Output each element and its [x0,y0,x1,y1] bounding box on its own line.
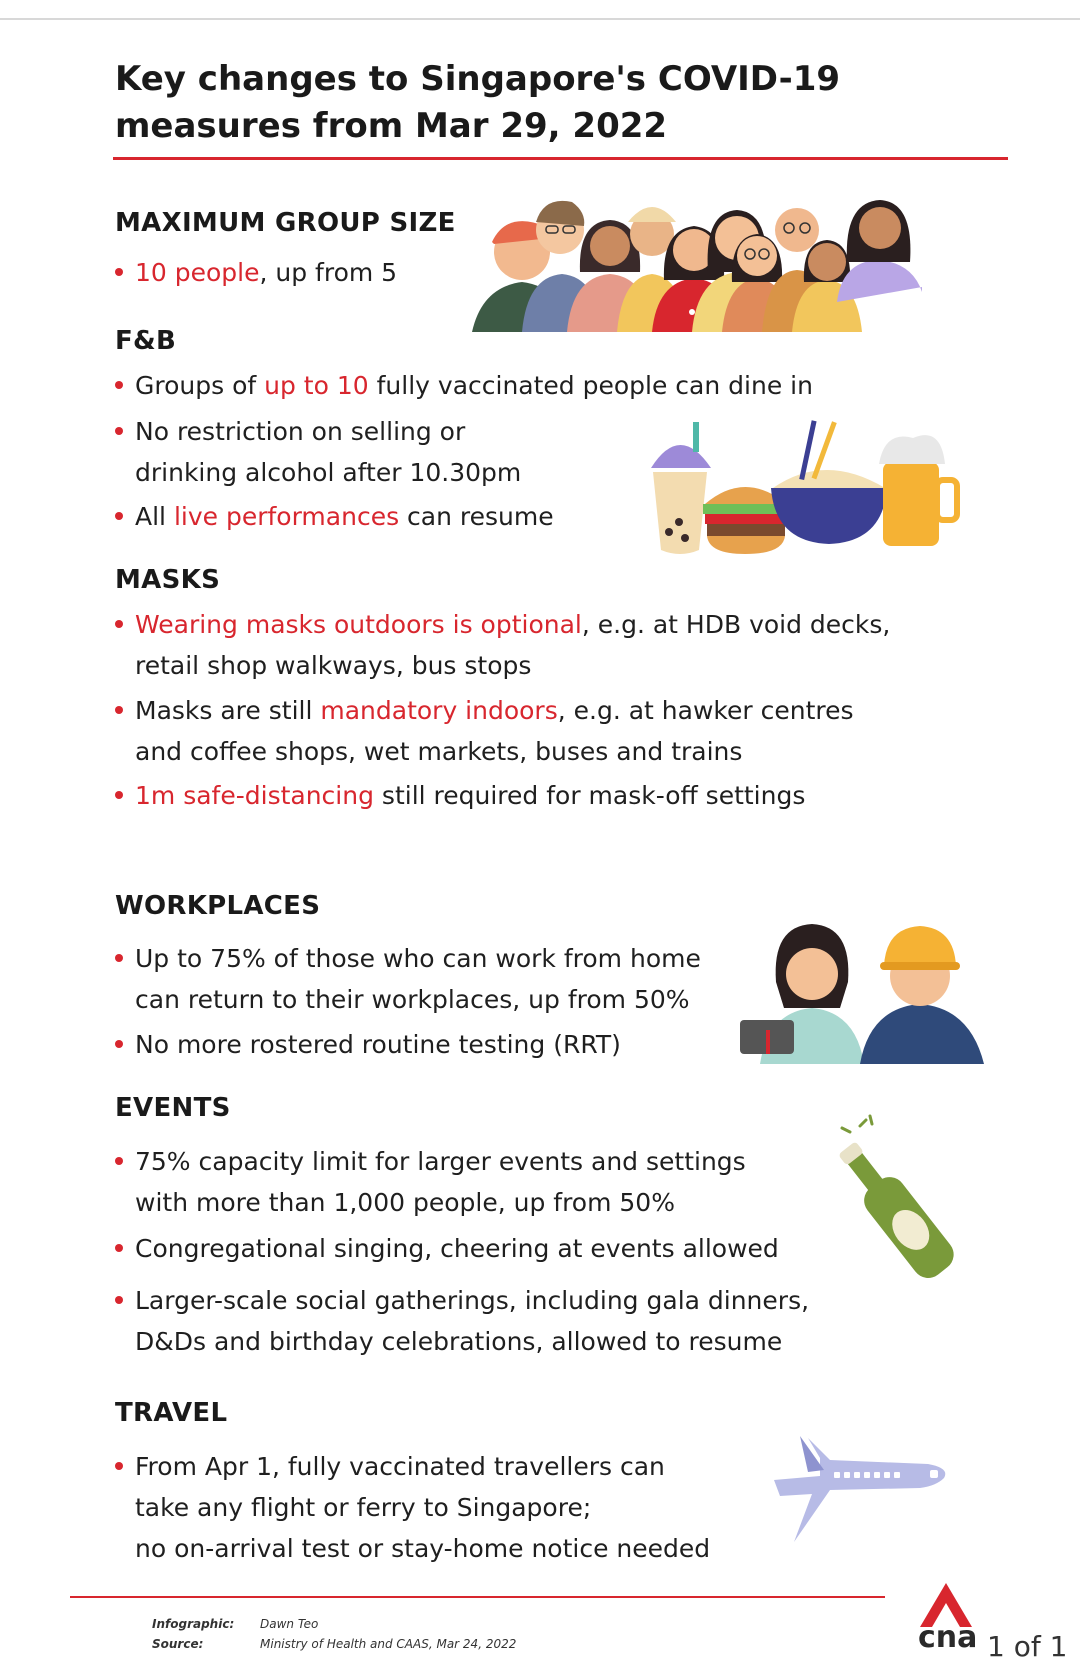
highlight-text: mandatory indoors [320,696,558,725]
bullet-text: Up to 75% of those who can work from home [135,944,701,973]
bullet-text: No restriction on selling or [135,417,466,446]
airplane-icon [774,1436,945,1542]
bullet-text: , up from 5 [259,258,398,287]
bullet-text: with more than 1,000 people, up from 50% [135,1188,675,1217]
page-title: Key changes to Singapore's COVID-19 measures from Mar 29, 2022 [115,59,841,146]
heading-group-size: MAXIMUM GROUP SIZE [115,208,456,238]
source-label: Source: [152,1637,204,1651]
workers-illustration [740,912,990,1064]
bullet-text: and coffee shops, wet markets, buses and trains [135,737,743,766]
bullet-text: still required for mask-off settings [373,781,806,810]
infographic-credit: Dawn Teo [260,1617,319,1631]
highlight-text: live performances [173,502,400,531]
bullet-text: , e.g. at HDB void decks, [581,610,891,639]
highlight-text: 1m safe-distancing [135,781,374,810]
construction-worker-icon [860,926,984,1064]
bullet-fnb-2 [113,411,521,493]
bullet-fnb-3 [113,496,554,537]
bullet-text: drinking alcohol after 10.30pm [135,458,522,487]
bullet-text: Congregational singing, cheering at events allowed [135,1234,779,1263]
bullet-work-2 [113,1024,621,1065]
bullet-text: D&Ds and birthday celebrations, allowed to resume [135,1327,783,1356]
food-illustration [645,422,975,562]
page-counter: 1 of 1 [987,1630,1068,1663]
title-divider [113,157,1008,160]
bubble-tea-icon [651,422,711,554]
champagne-bottle-icon [829,1116,960,1284]
bullet-text: no on-arrival test or stay-home notice needed [135,1534,711,1563]
bullet-text: can return to their workplaces, up from 50% [135,985,690,1014]
bullet-text: fully vaccinated people can dine in [368,371,813,400]
cna-logo-text: cna [918,1620,978,1655]
heading-events: EVENTS [115,1093,231,1123]
bullet-text: can resume [399,502,554,531]
bullet-text: All [135,502,174,531]
heading-fnb: F&B [115,326,177,356]
bullet-text: take any flight or ferry to Singapore; [135,1493,592,1522]
bullet-travel-1 [113,1446,710,1569]
bullet-text: From Apr 1, fully vaccinated travellers can [135,1452,665,1481]
source-credit: Ministry of Health and CAAS, Mar 24, 2022 [260,1637,517,1651]
office-worker-icon [740,924,864,1064]
bullet-group-size [113,252,397,293]
bullet-work-1 [113,938,701,1020]
bullet-text: Larger-scale social gatherings, including gala dinners, [135,1286,810,1315]
highlight-text: up to 10 [264,371,369,400]
bullet-text: Groups of [135,371,265,400]
highlight-text: 10 people [135,258,260,287]
footer-divider [70,1596,885,1598]
beer-icon [879,435,957,546]
bullet-text: No more rostered routine testing (RRT) [135,1030,621,1059]
bullet-events-1 [113,1141,746,1223]
bullet-masks-2 [113,690,854,772]
bullet-text: Masks are still [135,696,321,725]
bullet-text: 75% capacity limit for larger events and settings [135,1147,746,1176]
top-divider [0,18,1080,20]
person-icon [837,200,922,302]
bullet-fnb-1 [113,365,813,406]
infographic-label: Infographic: [152,1617,235,1631]
bullet-events-3 [113,1280,809,1362]
bullet-masks-3 [113,775,805,816]
heading-travel: TRAVEL [115,1398,228,1428]
heading-masks: MASKS [115,565,221,595]
bullet-text: , e.g. at hawker centres [557,696,854,725]
airplane-illustration [760,1430,960,1550]
champagne-bottle-illustration [820,1118,970,1288]
noodle-bowl-icon [771,420,887,544]
bullet-events-2 [113,1228,779,1269]
crowd-illustration [452,182,952,332]
bullet-masks-1 [113,604,890,686]
heading-workplaces: WORKPLACES [115,891,321,921]
bullet-text: retail shop walkways, bus stops [135,651,532,680]
highlight-text: Wearing masks outdoors is optional [135,610,582,639]
